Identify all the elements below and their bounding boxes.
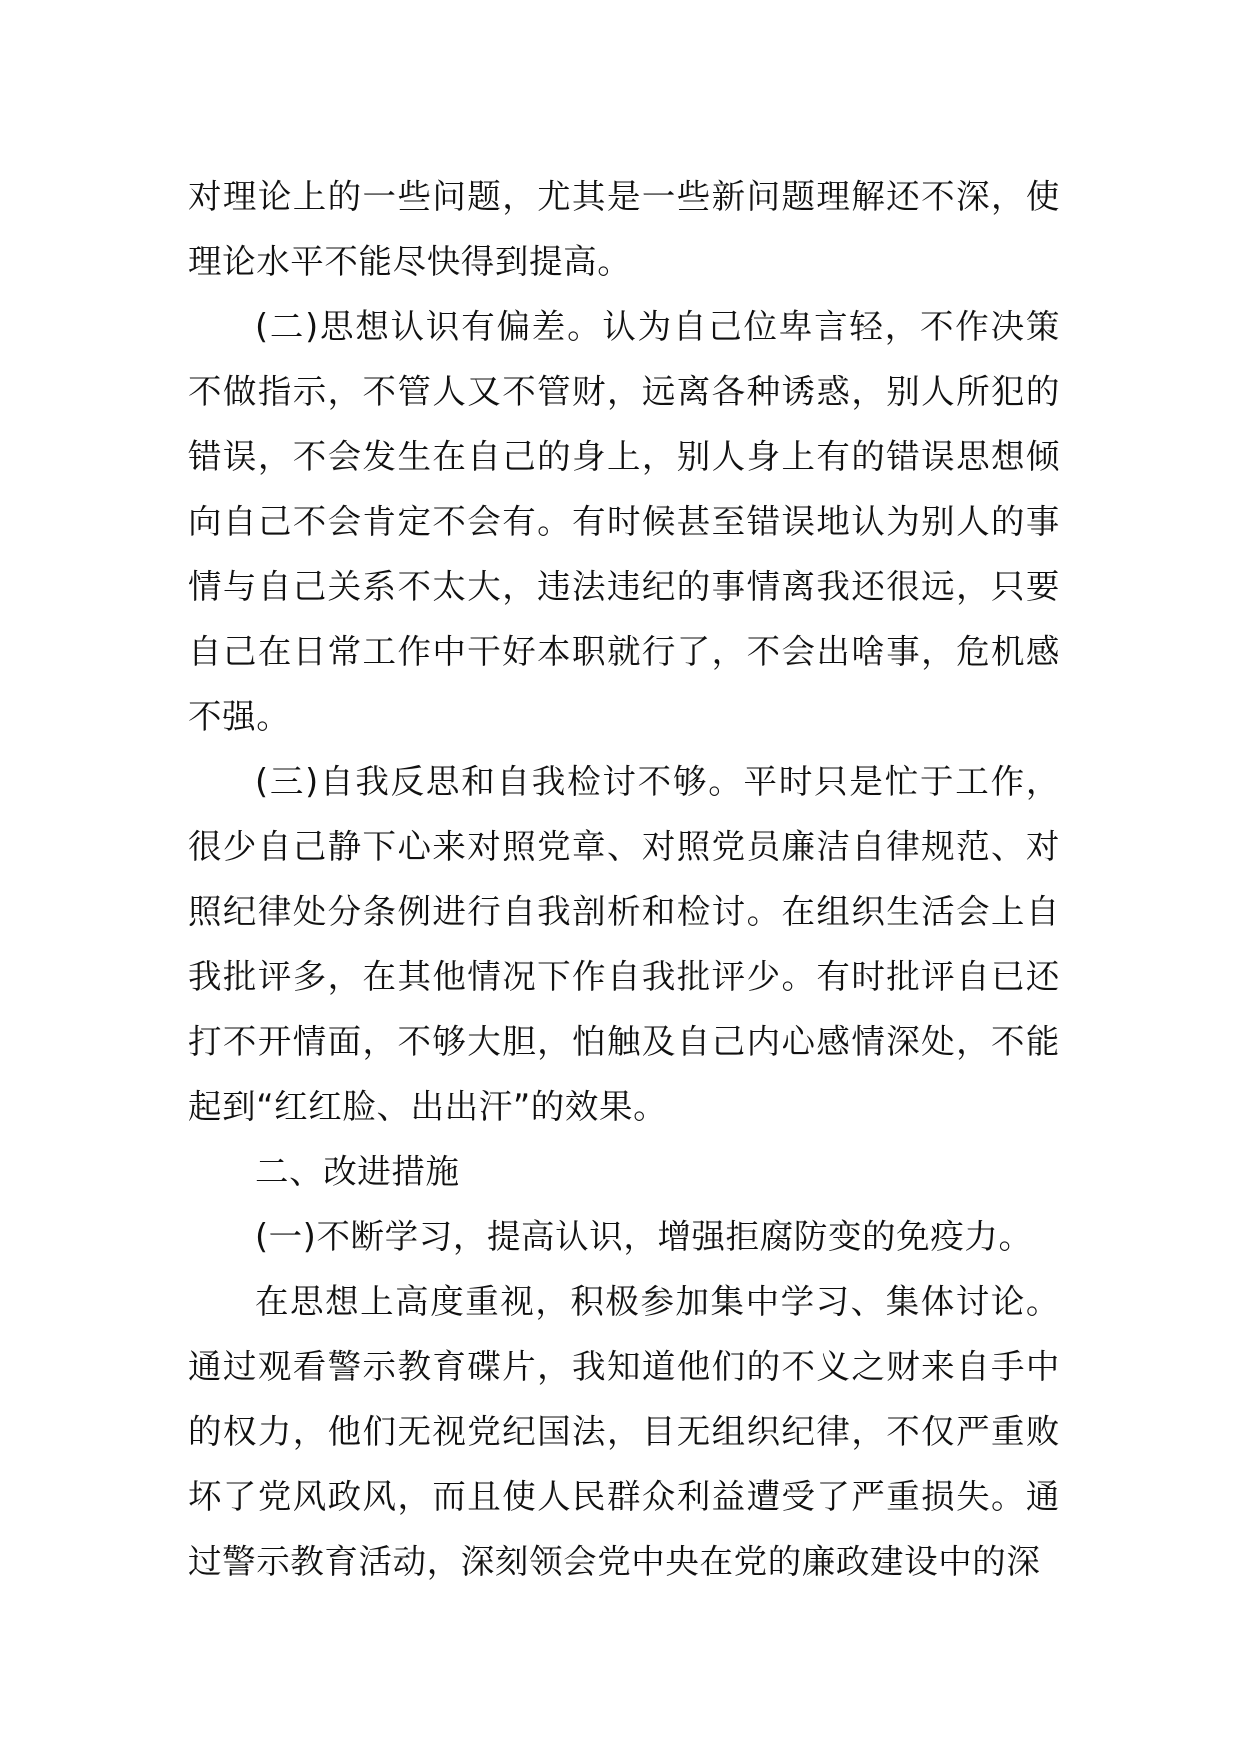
section-heading: 二、改进措施 xyxy=(255,1152,460,1191)
paragraph-3: (三)自我反思和自我检讨不够。平时只是忙于工作，很少自己静下心来对照党章、对照党员廉洁自律规范、对照纪律处分条例进行自我剖析和检讨。在组织生活会上自我批评多，在其他情况下作自我批评少。有时批评自已还打不开情面，不够大胆，怕触及自己内心感情深处，不能起到“红红脸、出出汗”的效果。 xyxy=(188,762,1060,1126)
subsection-heading: (一)不断学习，提高认识，增强拒腐防变的免疫力。 xyxy=(255,1217,1033,1256)
paragraph-1: 对理论上的一些问题，尤其是一些新问题理解还不深，使理论水平不能尽快得到提高。 xyxy=(188,177,1060,281)
paragraph-2: (二)思想认识有偏差。认为自己位卑言轻，不作决策不做指示，不管人又不管财，远离各种诱惑，别人所犯的错误，不会发生在自己的身上，别人身上有的错误思想倾向自己不会肯定不会有。有时候甚至错误地认为别人的事情与自己关系不太大，违法违纪的事情离我还很远，只要自己在日常工作中干好本职就行了，不会出啥事，危机感不强。 xyxy=(188,307,1060,736)
paragraph-6: 在思想上高度重视，积极参加集中学习、集体讨论。通过观看警示教育碟片，我知道他们的不义之财来自手中的权力，他们无视党纪国法，目无组织纪律，不仅严重败坏了党风政风，而且使人民群众利益遭受了严重损失。通过警示教育活动，深刻领会党中央在党的廉政建设中的深 xyxy=(188,1282,1060,1581)
document-body xyxy=(188,164,1060,1594)
